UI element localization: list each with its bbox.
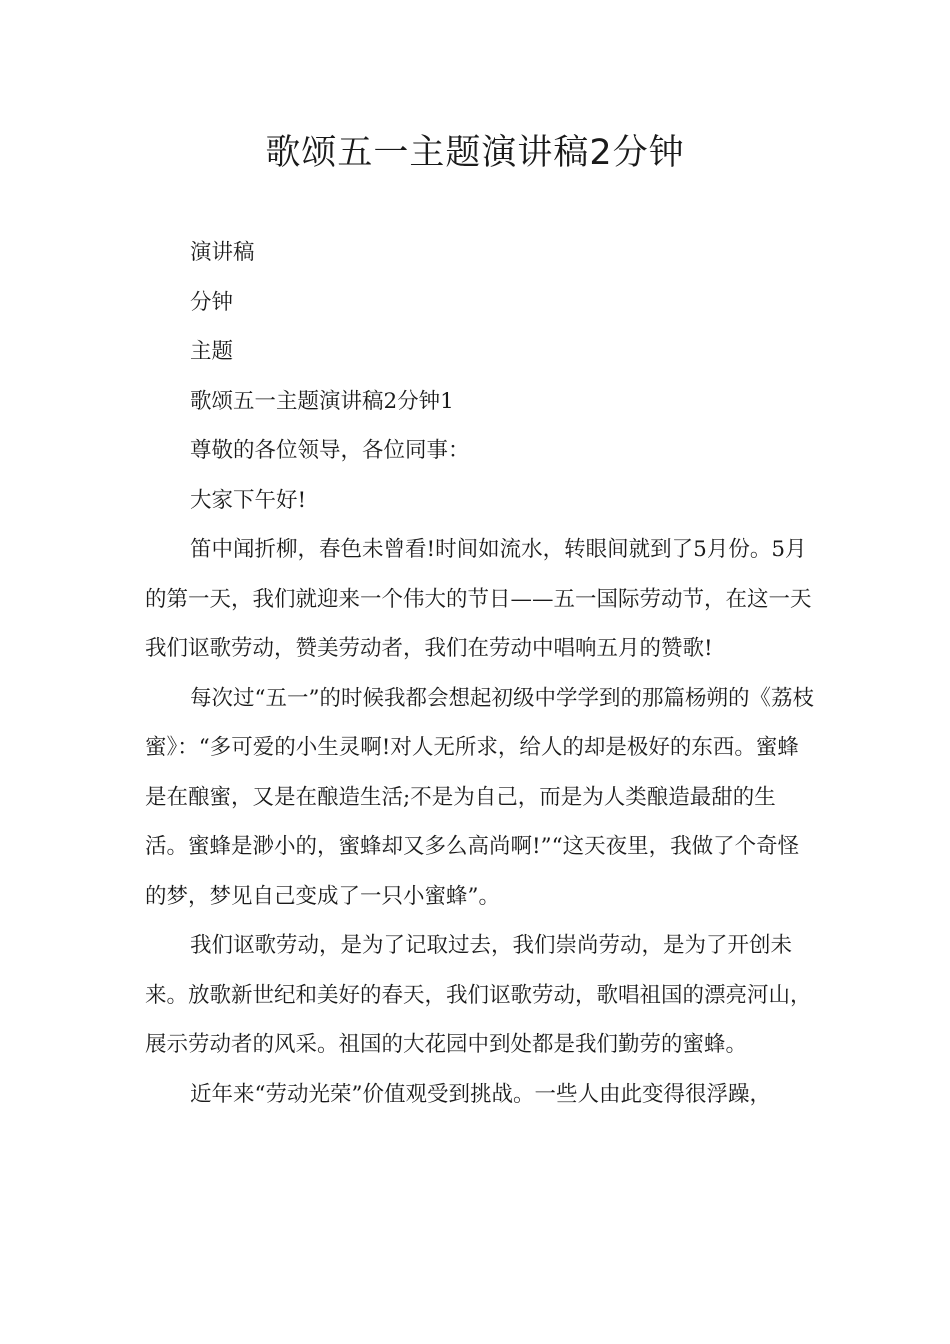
paragraph-keyword-speech: 演讲稿 bbox=[190, 240, 255, 265]
paragraph-greeting: 大家下午好! bbox=[190, 487, 307, 513]
document-title: 歌颂五一主题演讲稿2分钟 bbox=[265, 133, 685, 173]
paragraph-subtitle: 歌颂五一主题演讲稿2分钟1 bbox=[190, 388, 454, 414]
paragraph-salutation: 尊敬的各位领导，各位同事： bbox=[190, 438, 470, 463]
document-body bbox=[145, 228, 815, 1119]
paragraph-body-1: 笛中闻折柳，春色未曾看!时间如流水，转眼间就到了5月份。5月的第一天，我们就迎来一个伟大的节日——五一国际劳动节，在这一天我们讴歌劳动，赞美劳动者，我们在劳动中唱响五月的赞歌! bbox=[145, 537, 812, 661]
paragraph-body-4: 近年来“劳动光荣”价值观受到挑战。一些人由此变得很浮躁， bbox=[190, 1081, 771, 1107]
paragraph-keyword-minutes: 分钟 bbox=[190, 289, 234, 315]
paragraph-body-3: 我们讴歌劳动，是为了记取过去，我们崇尚劳动，是为了开创未来。放歌新世纪和美好的春天，我们讴歌劳动，歌唱祖国的漂亮河山，展示劳动者的风采。祖国的大花园中到处都是我们勤劳的蜜蜂。 bbox=[145, 933, 812, 1057]
paragraph-body-2: 每次过“五一”的时候我都会想起初级中学学到的那篇杨朔的《荔枝蜜》：“多可爱的小生灵啊!对人无所求，给人的却是极好的东西。蜜蜂是在酿蜜，又是在酿造生活;不是为自己，而是为人类酿造最甜的生活。蜜蜂是渺小的，蜜蜂却又多么高尚啊!”“这天夜里，我做了个奇怪的梦，梦见自己变成了一只小蜜蜂”。 bbox=[145, 685, 814, 909]
paragraph-keyword-theme: 主题 bbox=[190, 339, 234, 364]
